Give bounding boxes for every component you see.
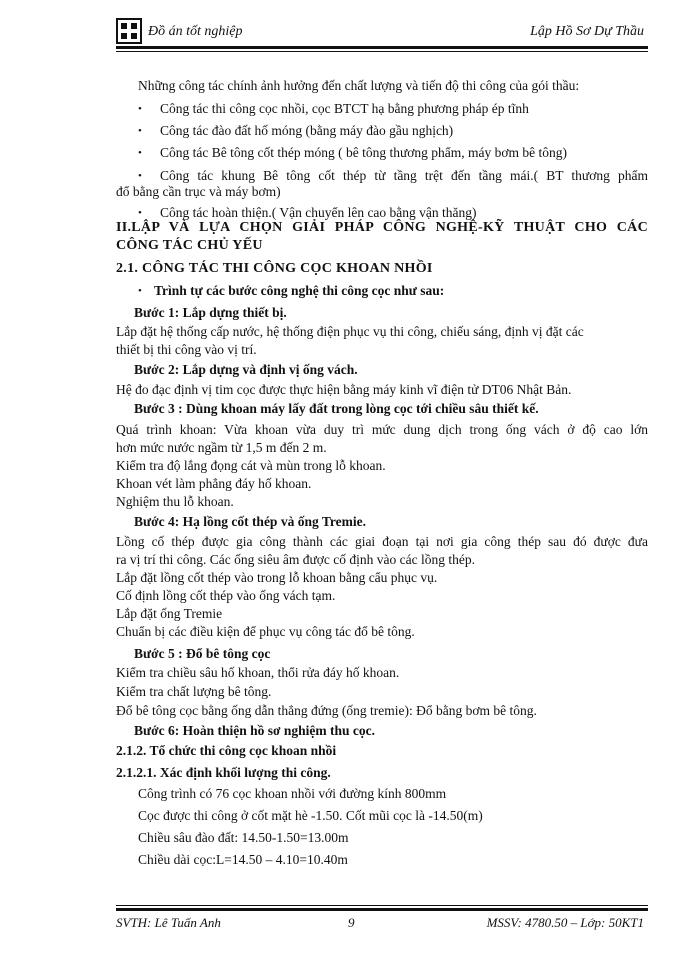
step-1-text: Lắp đặt hệ thống cấp nước, hệ thống điện phục vụ thi công, chiếu sáng, định vị đặt các (116, 324, 584, 339)
step-4-text: Lắp đặt ống Tremie (116, 606, 223, 621)
intro-text: Những công tác chính ảnh hưởng đến chất lượng và tiến độ thi công của gói thầu: (138, 78, 580, 93)
footer-student-id: MSSV: 4780.50 – Lớp: 50KT1 (486, 915, 644, 930)
step-5-text: Đổ bê tông cọc bằng ống dẫn thẳng đứng (ống tremie): Đổ bằng bơm bê tông. (116, 703, 537, 718)
step-5-text: Kiểm tra chất lượng bê tông. (116, 684, 272, 699)
step-3-text: hơn mức nước ngầm từ 1,5 m đến 2 m. (116, 440, 327, 455)
page-number: 9 (348, 915, 355, 930)
step-2-title: Bước 2: Lắp dựng và định vị ống vách. (134, 362, 358, 377)
bullet-item-continuation: đổ bằng cần trục và máy bơm) (116, 184, 281, 199)
volume-line: Chiều sâu đào đất: 14.50-1.50=13.00m (138, 830, 349, 845)
bullet-icon: • (138, 103, 142, 115)
bullet-item: Công tác khung Bê tông cốt thép từ tầng trệt đến tầng mái.( BT thương phẩm (160, 168, 648, 183)
step-4-text: Lồng cố thép được gia công thành các giai đoạn tại nơi gia công thép sau đó được đưa (116, 534, 648, 549)
footer-rule-thin (116, 905, 648, 906)
step-4-text: Lắp đặt lồng cốt thép vào trong lỗ khoan bằng cẩu phục vụ. (116, 570, 438, 585)
volume-line: Công trình có 76 cọc khoan nhồi với đường kính 800mm (138, 786, 447, 801)
procedure-title: Trình tự các bước công nghệ thi công cọc như sau: (154, 283, 445, 298)
step-4-text: Chuẩn bị các điều kiện để phục vụ công tác đổ bê tông. (116, 624, 415, 639)
step-2-text: Hệ đo đạc định vị tim cọc được thực hiện bằng máy kinh vĩ điện tử DT06 Nhật Bản. (116, 382, 572, 397)
header-doc-type: Đồ án tốt nghiệp (148, 24, 243, 39)
section-heading-2-1: 2.1. CÔNG TÁC THI CÔNG CỌC KHOAN NHỒI (116, 261, 433, 276)
step-4-text: Cố định lồng cốt thép vào ống vách tạm. (116, 588, 336, 603)
footer-rule-thick (116, 908, 648, 911)
header-doc-title: Lập Hồ Sơ Dự Thầu (530, 24, 644, 39)
step-4-text: ra vị trí thi công. Các ống siêu âm được cố định vào các lồng thép. (116, 552, 475, 567)
step-3-title: Bước 3 : Dùng khoan máy lấy đất trong lòng cọc tới chiều sâu thiết kế. (134, 401, 539, 416)
school-logo-icon (116, 18, 142, 44)
bullet-item: Công tác hoàn thiện.( Vận chuyển lên cao bằng vận thăng) (160, 205, 477, 220)
step-3-text: Khoan vét làm phẳng đáy hố khoan. (116, 476, 312, 491)
bullet-icon: • (138, 125, 142, 137)
section-heading-2-1-2: 2.1.2. Tổ chức thi công cọc khoan nhồi (116, 743, 337, 758)
section-heading-ii-cont: CÔNG TÁC CHỦ YẾU (116, 238, 263, 253)
bullet-item: Công tác Bê tông cốt thép móng ( bê tông thương phẩm, máy bơm bê tông) (160, 145, 568, 160)
volume-line: Cọc được thi công ở cốt mặt hè -1.50. Cốt mũi cọc là -14.50(m) (138, 808, 483, 823)
step-3-text: Quá trình khoan: Vừa khoan vừa duy trì mức dung dịch trong ống vách ở độ cao lớn (116, 422, 648, 437)
step-1-title: Bước 1: Lắp dựng thiết bị. (134, 305, 287, 320)
header-rule-thin (116, 51, 648, 52)
step-1-text: thiết bị thi công vào vị trí. (116, 342, 257, 357)
step-3-text: Nghiệm thu lỗ khoan. (116, 494, 234, 509)
bullet-icon: • (138, 207, 142, 219)
step-6-title: Bước 6: Hoàn thiện hồ sơ nghiệm thu cọc. (134, 723, 375, 738)
header-rule-thick (116, 46, 648, 49)
step-5-title: Bước 5 : Đổ bê tông cọc (134, 646, 271, 661)
footer-student: SVTH: Lê Tuấn Anh (116, 915, 221, 930)
bullet-icon: • (138, 147, 142, 159)
page-header (116, 18, 648, 48)
bullet-icon: • (138, 285, 142, 297)
bullet-item: Công tác đào đất hố móng (bằng máy đào gầu nghịch) (160, 123, 454, 138)
section-heading-ii: II.LẬP VÀ LỰA CHỌN GIẢI PHÁP CÔNG NGHỆ-KỸ THUẬT CHO CÁC (116, 220, 648, 235)
volume-line: Chiều dài cọc:L=14.50 – 4.10=10.40m (138, 852, 348, 867)
step-5-text: Kiểm tra chiều sâu hố khoan, thổi rửa đáy hố khoan. (116, 665, 400, 680)
step-4-title: Bước 4: Hạ lồng cốt thép và ống Tremie. (134, 514, 366, 529)
bullet-icon: • (138, 170, 142, 182)
bullet-item: Công tác thi công cọc nhồi, cọc BTCT hạ bằng phương pháp ép tĩnh (160, 101, 529, 116)
section-heading-2-1-2-1: 2.1.2.1. Xác định khối lượng thi công. (116, 765, 331, 780)
step-3-text: Kiểm tra độ lắng đọng cát và mùn trong lỗ khoan. (116, 458, 386, 473)
